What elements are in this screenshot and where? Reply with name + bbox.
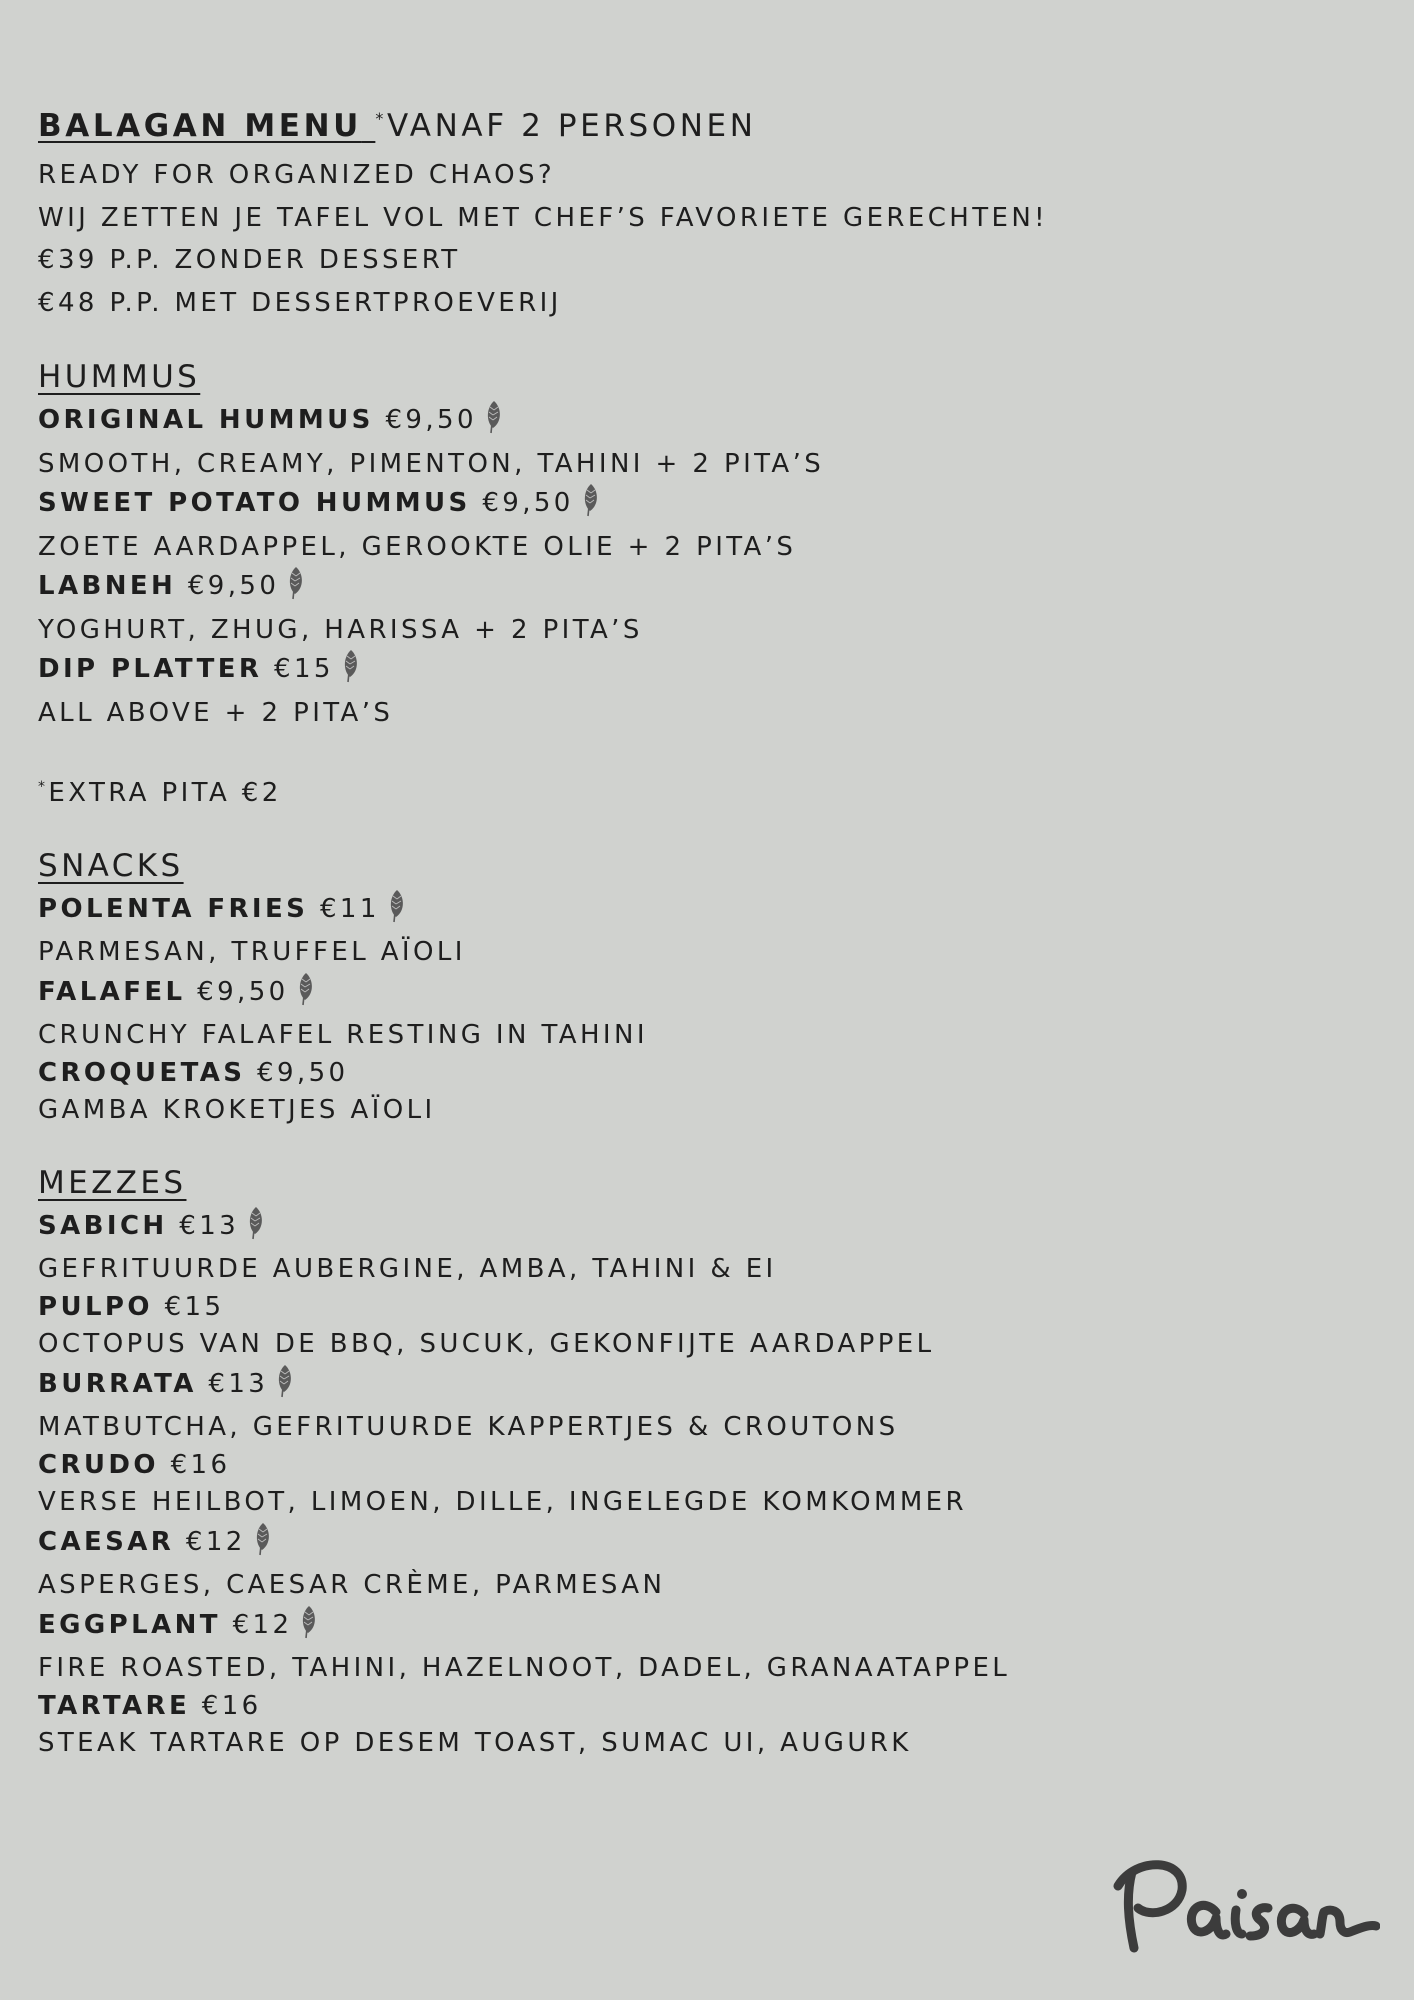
item-description: MATBUTCHA, GEFRITUURDE KAPPERTJES & CROUTONS — [38, 1412, 899, 1442]
leaf-icon — [254, 1522, 272, 1568]
item-name: LABNEH — [38, 571, 177, 601]
item-description: YOGHURT, ZHUG, HARISSA + 2 PITA’S — [38, 614, 643, 645]
item-description: FIRE ROASTED, TAHINI, HAZELNOOT, DADEL, GRANAATAPPEL — [38, 1653, 1011, 1683]
item-price: €12 — [185, 1526, 246, 1557]
item-price: €9,50 — [197, 976, 289, 1007]
item-name: BURRATA — [38, 1368, 197, 1399]
intro-line: WIJ ZETTEN JE TAFEL VOL MET CHEF’S FAVORIETE GERECHTEN! — [38, 202, 1048, 233]
menu-item-row — [38, 1206, 1378, 1252]
menu-content — [38, 97, 1378, 1763]
section-snacks — [38, 843, 1378, 1130]
logo-dot — [1237, 1889, 1247, 1899]
paisan-logo — [1108, 1850, 1380, 1960]
item-price: €13 — [179, 1210, 240, 1241]
item-name: CROQUETAS — [38, 1057, 246, 1088]
item-name: FALAFEL — [38, 976, 186, 1007]
leaf-icon — [300, 1605, 318, 1651]
section-title-snacks: SNACKS — [38, 847, 184, 884]
item-price: €13 — [208, 1368, 269, 1399]
item-name: SWEET POTATO HUMMUS — [38, 488, 471, 518]
item-price: €9,50 — [187, 571, 280, 601]
intro-line: READY FOR ORGANIZED CHAOS? — [38, 160, 556, 190]
item-description: PARMESAN, TRUFFEL AÏOLI — [38, 937, 466, 967]
leaf-icon — [276, 1364, 294, 1410]
item-price: €9,50 — [385, 405, 477, 435]
section-hummus — [38, 354, 1378, 813]
menu-item-row — [38, 1688, 1378, 1726]
menu-item-row — [38, 1447, 1378, 1485]
item-description: ALL ABOVE + 2 PITA’S — [38, 697, 394, 728]
menu-subtitle — [375, 108, 756, 144]
intro-line: €39 P.P. ZONDER DESSERT — [38, 245, 461, 275]
menu-item-row — [38, 483, 1378, 529]
leaf-icon — [287, 566, 305, 612]
menu-item-row — [38, 1605, 1378, 1651]
menu-header — [38, 97, 1378, 148]
item-price: €11 — [319, 893, 380, 924]
leaf-icon — [342, 649, 360, 695]
menu-item-row — [38, 400, 1378, 446]
menu-item-row — [38, 1364, 1378, 1410]
item-name: PULPO — [38, 1291, 153, 1322]
item-description: CRUNCHY FALAFEL RESTING IN TAHINI — [38, 1020, 648, 1050]
item-description: GAMBA KROKETJES AÏOLI — [38, 1095, 436, 1125]
section-title-hummus: HUMMUS — [38, 359, 201, 395]
menu-item-row — [38, 1055, 1378, 1093]
extra-pita-note — [38, 769, 1378, 813]
item-price: €16 — [170, 1449, 231, 1480]
item-description: ZOETE AARDAPPEL, GEROOKTE OLIE + 2 PITA’S — [38, 531, 797, 562]
item-name: CAESAR — [38, 1526, 175, 1557]
item-price: €12 — [232, 1609, 293, 1640]
menu-item-row — [38, 649, 1378, 695]
item-price: €9,50 — [257, 1057, 349, 1088]
item-name: ORIGINAL HUMMUS — [38, 405, 374, 435]
subtitle-text: VANAF 2 PERSONEN — [386, 108, 757, 144]
item-name: SABICH — [38, 1210, 168, 1241]
leaf-icon — [388, 889, 406, 935]
note-marker: * — [38, 779, 49, 795]
item-name: TARTARE — [38, 1690, 191, 1721]
leaf-icon — [582, 483, 600, 529]
item-price: €15 — [274, 654, 334, 684]
item-description: SMOOTH, CREAMY, PIMENTON, TAHINI + 2 PITA’S — [38, 448, 825, 479]
item-name: EGGPLANT — [38, 1609, 221, 1640]
leaf-icon — [297, 972, 315, 1018]
menu-title: BALAGAN MENU — [38, 108, 362, 144]
menu-item-row — [38, 972, 1378, 1018]
note-text: EXTRA PITA €2 — [48, 778, 282, 808]
intro-line: €48 P.P. MET DESSERTPROEVERIJ — [38, 287, 562, 318]
leaf-icon — [485, 400, 503, 446]
item-price: €15 — [164, 1291, 225, 1322]
leaf-icon — [247, 1206, 265, 1252]
item-name: CRUDO — [38, 1449, 159, 1480]
menu-item-row — [38, 566, 1378, 612]
subtitle-marker: * — [375, 109, 387, 128]
menu-item-row — [38, 1522, 1378, 1568]
item-description: ASPERGES, CAESAR CRÈME, PARMESAN — [38, 1570, 666, 1600]
item-name: POLENTA FRIES — [38, 893, 309, 924]
item-description: OCTOPUS VAN DE BBQ, SUCUK, GEKONFIJTE AARDAPPEL — [38, 1329, 935, 1359]
item-description: STEAK TARTARE OP DESEM TOAST, SUMAC UI, AUGURK — [38, 1728, 912, 1758]
item-name: DIP PLATTER — [38, 654, 263, 684]
item-price: €16 — [201, 1690, 262, 1721]
menu-item-row — [38, 889, 1378, 935]
section-title-mezzes: MEZZES — [38, 1164, 187, 1201]
menu-item-row — [38, 1289, 1378, 1327]
item-description: GEFRITUURDE AUBERGINE, AMBA, TAHINI & EI — [38, 1254, 777, 1284]
item-price: €9,50 — [482, 488, 574, 518]
section-mezzes — [38, 1160, 1378, 1763]
item-description: VERSE HEILBOT, LIMOEN, DILLE, INGELEGDE KOMKOMMER — [38, 1487, 967, 1517]
